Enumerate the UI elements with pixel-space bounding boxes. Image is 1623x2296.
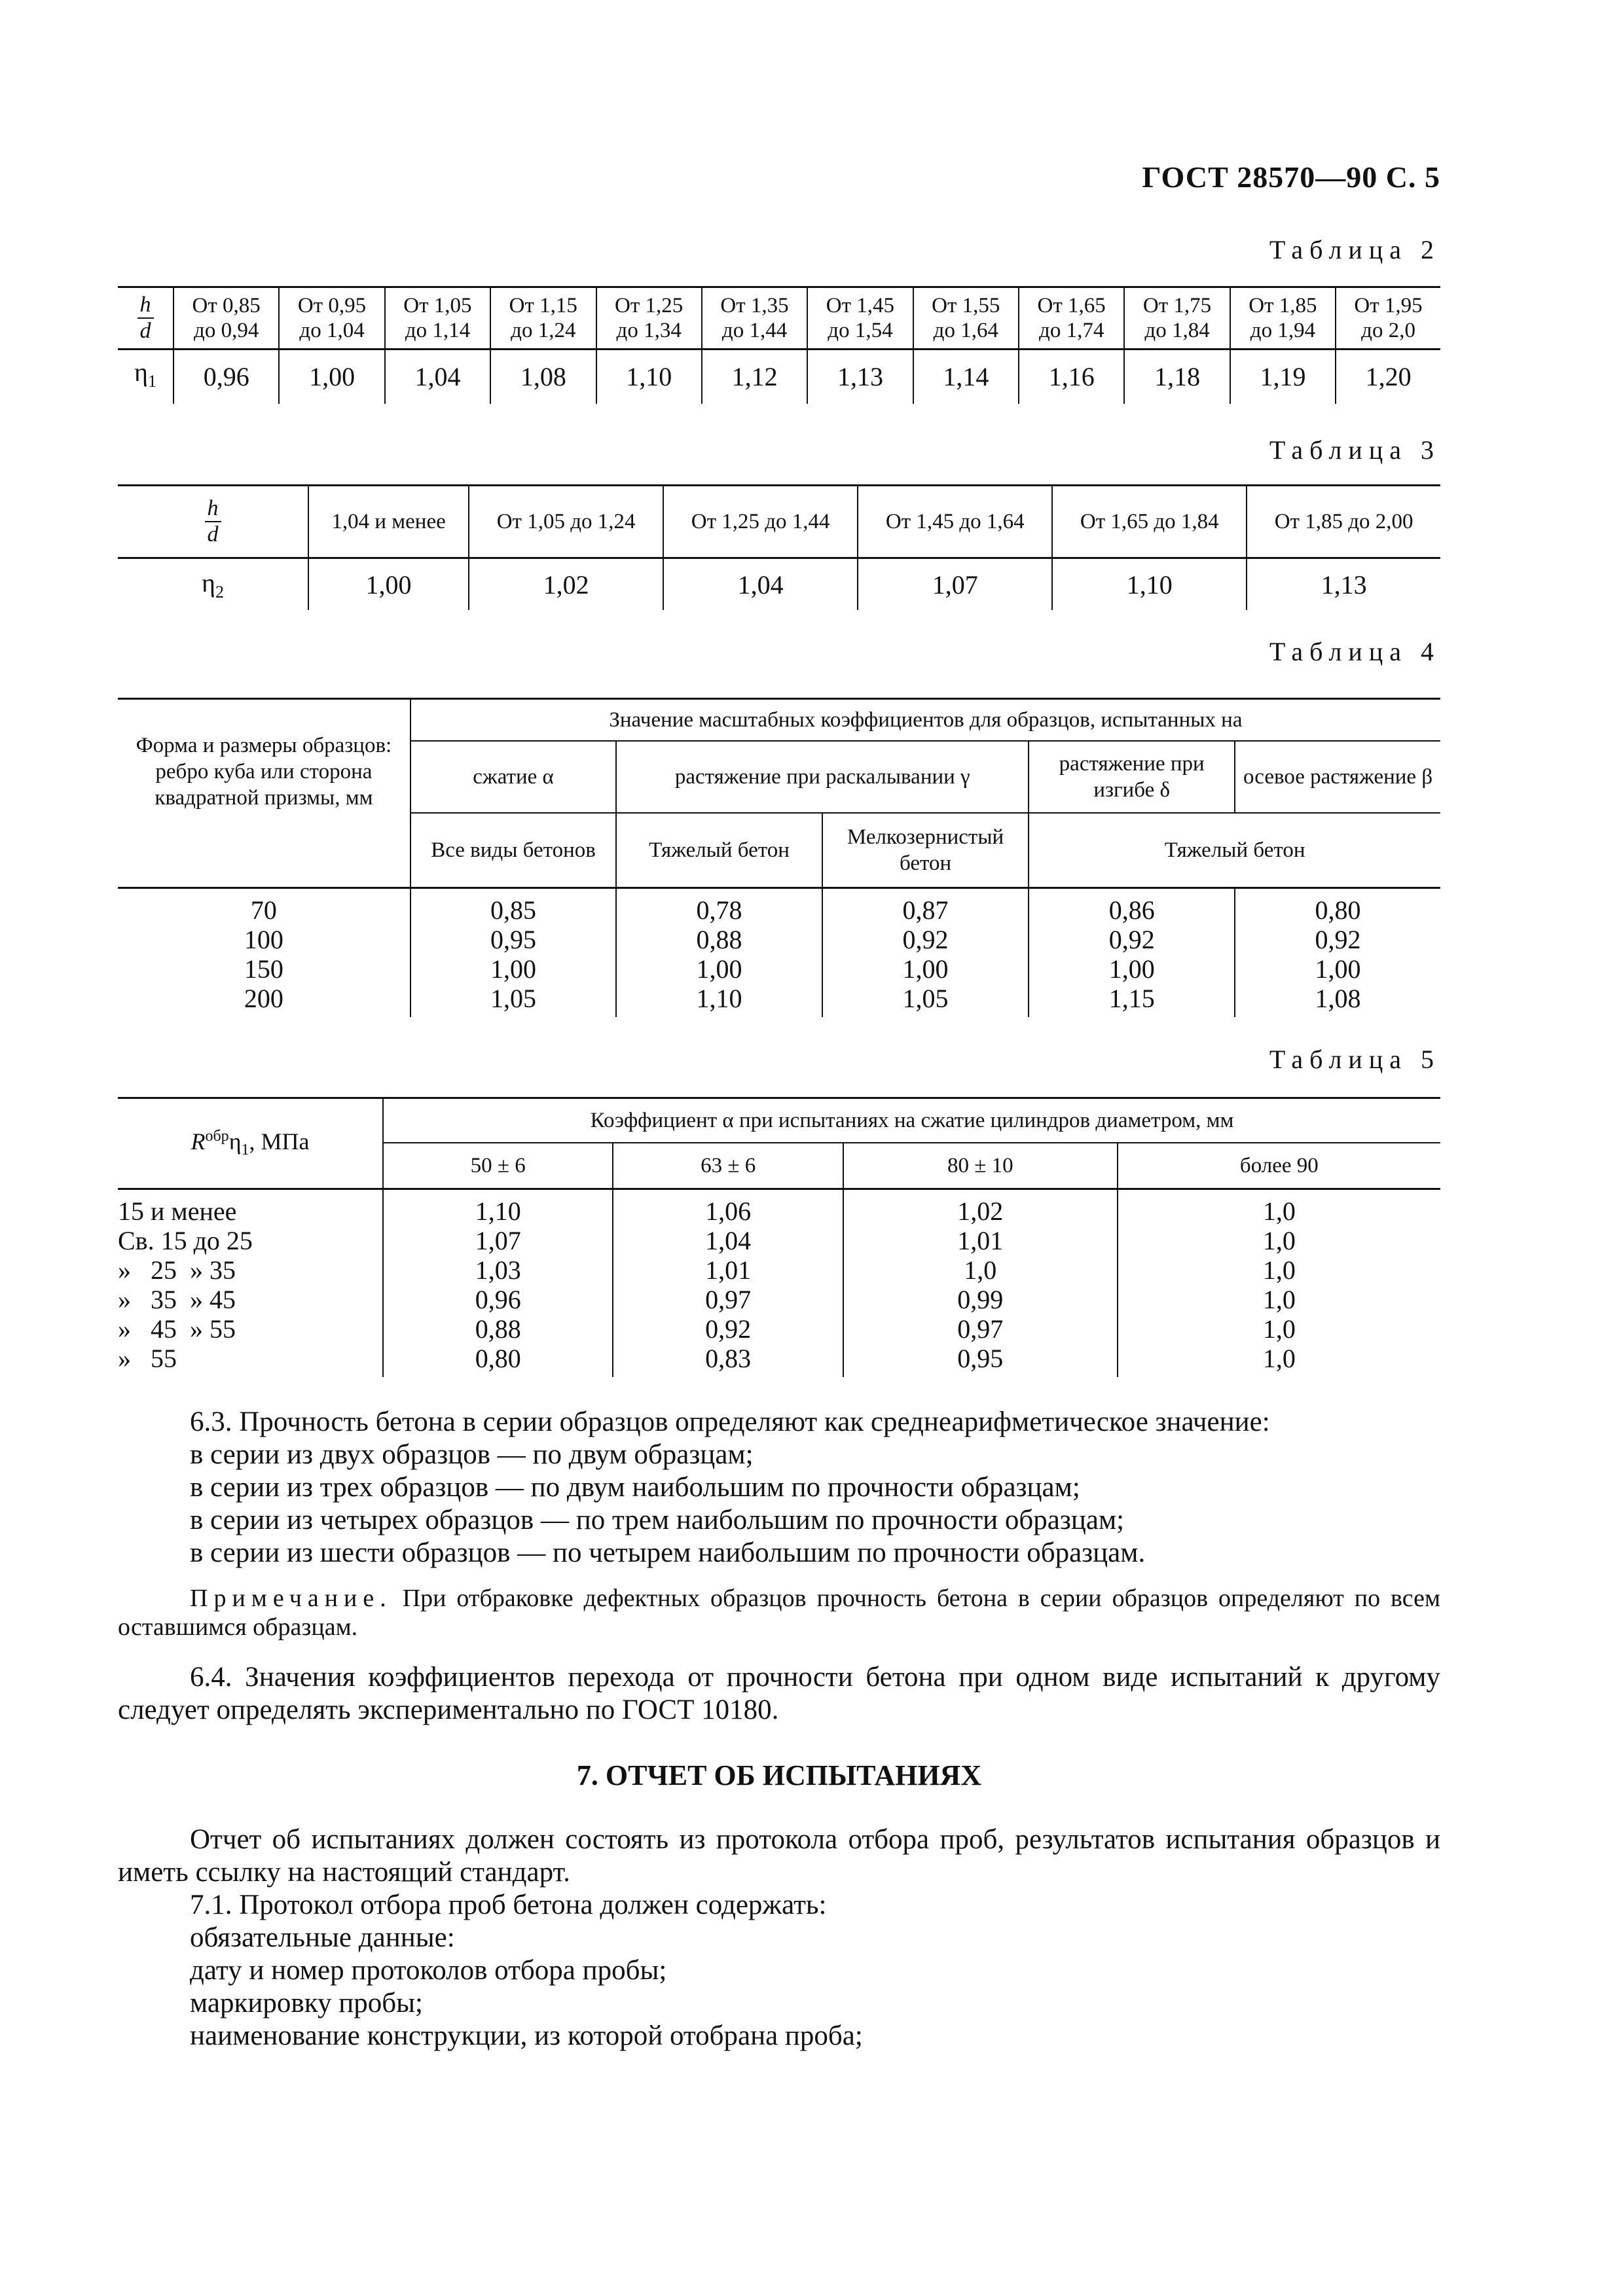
value-cell: 1,19 [1230, 350, 1336, 404]
table-5-caption: Таблица 5 [1269, 1045, 1440, 1074]
value-column: 0,86 0,92 1,00 1,15 [1029, 888, 1235, 1018]
range-cell: От 1,85 до 1,94 [1230, 287, 1336, 350]
value-cell: 1,04 [385, 350, 490, 404]
range-cell: От 1,25 до 1,44 [663, 486, 858, 558]
concrete-type-cell: Мелкозернистый бетон [822, 813, 1029, 888]
table-4-caption: Таблица 4 [1269, 637, 1440, 666]
value-cell: 1,00 [308, 558, 469, 611]
section-6-text [118, 1406, 1440, 2053]
concrete-type-cell: Все виды бетонов [410, 813, 616, 888]
note-text: При отбраковке дефектных образцов прочность бетона в серии образцов определяют по всем оставшимся образцам. [118, 1585, 1440, 1641]
concrete-type-cell: Тяжелый бетон [1029, 813, 1440, 888]
table-4 [118, 698, 1440, 1017]
note-label: Примечание. [190, 1585, 392, 1612]
table-5 [118, 1097, 1440, 1377]
alpha-header: Коэффициент α при испытаниях на сжатие цилиндров диаметром, мм [383, 1098, 1440, 1143]
paragraph-6-4: 6.4. Значения коэффициентов перехода от прочности бетона при одном виде испытаний к другому следует определять экспериментально по ГОСТ 10180. [118, 1662, 1440, 1725]
range-cell: От 1,85 до 2,00 [1247, 486, 1440, 558]
eta1-label: $\eta_1$ [134, 357, 156, 391]
value-column: 0,78 0,88 1,00 1,10 [616, 888, 822, 1018]
range-cell: 1,04 и менее [308, 486, 469, 558]
range-cell: От 1,65 до 1,84 [1052, 486, 1247, 558]
value-cell: 1,08 [490, 350, 596, 404]
range-cell: От 1,75 до 1,84 [1124, 287, 1230, 350]
range-cell: От 1,95 до 2,0 [1336, 287, 1440, 350]
range-cell: От 1,05 до 1,24 [469, 486, 663, 558]
paragraph-6-3: 6.3. Прочность бетона в серии образцов определяют как среднеарифметическое значение: [190, 1407, 1270, 1437]
value-cell: 1,13 [807, 350, 913, 404]
range-cell: От 0,85 до 0,94 [173, 287, 279, 350]
eta2-label: $\eta_2$ [202, 567, 224, 601]
list-line: в серии из четырех образцов — по трем наибольшим по прочности образцам; [190, 1505, 1125, 1535]
table-3-caption: Таблица 3 [1269, 435, 1440, 465]
range-cell: От 1,25 до 1,34 [596, 287, 702, 350]
value-cell: 1,10 [1052, 558, 1247, 611]
range-cell: От 1,15 до 1,24 [490, 287, 596, 350]
concrete-type-cell: Тяжелый бетон [616, 813, 822, 888]
value-column: 1,10 1,07 1,03 0,96 0,88 0,80 [383, 1189, 613, 1378]
range-cell: От 0,95 до 1,04 [279, 287, 384, 350]
value-cell: 1,18 [1124, 350, 1230, 404]
range-cell: От 1,35 до 1,44 [702, 287, 807, 350]
list-line: в серии из двух образцов — по двум образцам; [190, 1439, 754, 1470]
value-column: 1,06 1,04 1,01 0,97 0,92 0,83 [613, 1189, 843, 1378]
value-cell: 1,02 [469, 558, 663, 611]
list-line: в серии из шести образцов — по четырем наибольшим по прочности образцам. [190, 1537, 1146, 1568]
scale-coef-header: Значение масштабных коэффициентов для образцов, испытанных на [410, 699, 1440, 742]
value-cell: 1,20 [1336, 350, 1440, 404]
list-line: обязательные данные: [190, 1922, 455, 1953]
splitting-header: растяжение при раскалывании γ [616, 741, 1029, 813]
table-3 [118, 484, 1440, 610]
value-column: 0,87 0,92 1,00 1,05 [822, 888, 1029, 1018]
diameter-cell: 50 ± 6 [383, 1143, 613, 1189]
range-cell: От 1,45 до 1,64 [858, 486, 1052, 558]
strength-header: $R^{обр}\eta_1$, МПа [118, 1098, 383, 1189]
bending-header: растяжение при изгибе δ [1029, 741, 1235, 813]
ratio-header: $\frac{h}{d}$ [118, 486, 308, 558]
table-2-caption: Таблица 2 [1269, 235, 1440, 264]
axial-header: осевое растяжение β [1235, 741, 1440, 813]
size-column: 70 100 150 200 [244, 895, 283, 1013]
value-cell: 1,00 [279, 350, 384, 404]
value-column: 1,02 1,01 1,0 0,99 0,97 0,95 [843, 1189, 1118, 1378]
value-column: 1,0 1,0 1,0 1,0 1,0 1,0 [1118, 1189, 1440, 1378]
shape-size-header: Форма и размеры образцов: ребро куба или сторона квадратной призмы, мм [118, 699, 410, 888]
value-column: 0,85 0,95 1,00 1,05 [410, 888, 616, 1018]
section-7-heading: 7. ОТЧЕТ ОБ ИСПЫТАНИЯХ [576, 1759, 982, 1791]
value-cell: 0,96 [173, 350, 279, 404]
paragraph-7-1: 7.1. Протокол отбора проб бетона должен содержать: [190, 1890, 827, 1920]
value-column: 0,80 0,92 1,00 1,08 [1235, 888, 1440, 1018]
list-line: дату и номер протоколов отбора пробы; [190, 1955, 667, 1986]
strength-column: 15 и менее Св. 15 до 25 » 25 » 35 » 35 » 45 » 45 » 55 » 55 [118, 1196, 253, 1373]
value-cell: 1,14 [913, 350, 1019, 404]
range-cell: От 1,45 до 1,54 [807, 287, 913, 350]
page-header: ГОСТ 28570—90 С. 5 [1142, 160, 1440, 194]
range-cell: От 1,05 до 1,14 [385, 287, 490, 350]
list-line: маркировку пробы; [190, 1988, 423, 2018]
ratio-header: $\frac{h}{d}$ [118, 287, 173, 350]
list-line: наименование конструкции, из которой отобрана проба; [190, 2020, 863, 2051]
paragraph-7: Отчет об испытаниях должен состоять из протокола отбора проб, результатов испытания образцов и иметь ссылку на настоящий стандарт. [118, 1824, 1440, 1888]
diameter-cell: 63 ± 6 [613, 1143, 843, 1189]
value-cell: 1,13 [1247, 558, 1440, 611]
value-cell: 1,07 [858, 558, 1052, 611]
note [118, 1584, 1440, 1641]
diameter-cell: более 90 [1118, 1143, 1440, 1189]
value-cell: 1,12 [702, 350, 807, 404]
table-2 [118, 286, 1440, 404]
range-cell: От 1,55 до 1,64 [913, 287, 1019, 350]
range-cell: От 1,65 до 1,74 [1019, 287, 1124, 350]
value-cell: 1,04 [663, 558, 858, 611]
diameter-cell: 80 ± 10 [843, 1143, 1118, 1189]
compression-header: сжатие α [410, 741, 616, 813]
list-line: в серии из трех образцов — по двум наибольшим по прочности образцам; [190, 1472, 1080, 1503]
value-cell: 1,16 [1019, 350, 1124, 404]
value-cell: 1,10 [596, 350, 702, 404]
